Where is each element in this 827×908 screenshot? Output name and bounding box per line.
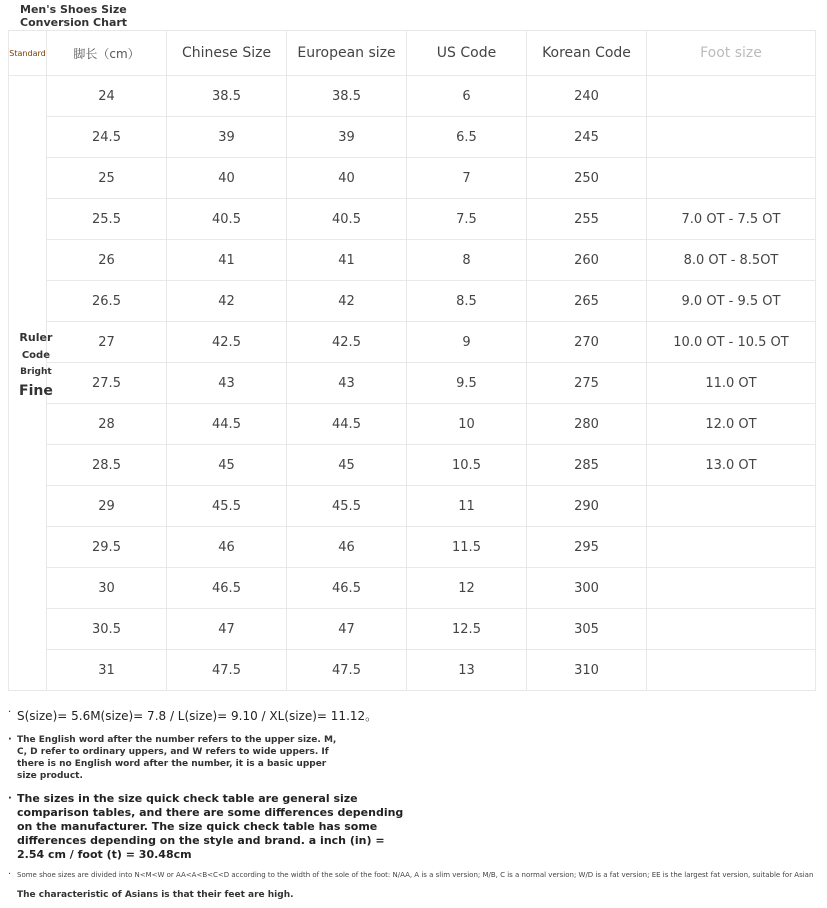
note-general-comparison bbox=[8, 792, 407, 862]
cell-european-size: 46 bbox=[287, 527, 407, 568]
header-korean-code: Korean Code bbox=[527, 31, 647, 76]
cell-european-size: 43 bbox=[287, 363, 407, 404]
bullet: · bbox=[8, 869, 12, 880]
cell-european-size: 45 bbox=[287, 445, 407, 486]
cell-chinese-size: 46.5 bbox=[167, 568, 287, 609]
cell-foot-length: 25 bbox=[47, 158, 167, 199]
cell-foot-length: 25.5 bbox=[47, 199, 167, 240]
side-word: Fine bbox=[19, 383, 53, 399]
note-text: The English word after the number refers to the upper size. M, C, D refer to ordinary uppers, and W refers to wide uppers. If there is no English word after the number, it is a basic upper size product. bbox=[17, 735, 337, 781]
cell-korean-code: 305 bbox=[527, 609, 647, 650]
bullet: · bbox=[8, 793, 12, 804]
header-foot-length: 脚长（cm） bbox=[47, 31, 167, 76]
cell-foot-length: 24.5 bbox=[47, 117, 167, 158]
cell-chinese-size: 43 bbox=[167, 363, 287, 404]
cell-foot-size bbox=[647, 117, 816, 158]
cell-foot-size: 11.0 OT bbox=[647, 363, 816, 404]
bullet: · bbox=[8, 707, 12, 718]
cell-european-size: 40.5 bbox=[287, 199, 407, 240]
table-row bbox=[9, 486, 816, 527]
note-text: Some shoe sizes are divided into N<M<W or AA<A<B<C<D according to the width of the sole of the foot: N/AA, A is a slim version; M/B, C is a normal version; W/D is a fat version; EE is the largest fat version, suitable for Asian bbox=[17, 871, 814, 879]
table-row bbox=[9, 117, 816, 158]
cell-korean-code: 240 bbox=[527, 76, 647, 117]
cell-us-code: 10 bbox=[407, 404, 527, 445]
cell-european-size: 42 bbox=[287, 281, 407, 322]
cell-foot-length: 28 bbox=[47, 404, 167, 445]
cell-european-size: 44.5 bbox=[287, 404, 407, 445]
note-width-classes bbox=[8, 870, 823, 880]
cell-us-code: 10.5 bbox=[407, 445, 527, 486]
table-row bbox=[9, 240, 816, 281]
table-row bbox=[9, 609, 816, 650]
cell-chinese-size: 47.5 bbox=[167, 650, 287, 691]
cell-foot-size: 8.0 OT - 8.5OT bbox=[647, 240, 816, 281]
cell-foot-length: 28.5 bbox=[47, 445, 167, 486]
cell-us-code: 12 bbox=[407, 568, 527, 609]
note-text: The sizes in the size quick check table are general size comparison tables, and there are some differences depending on the manufacturer. The size quick check table has some differences depending on the style and brand. a inch (in) = 2.54 cm / foot (t) = 30.48cm bbox=[17, 792, 404, 861]
cell-european-size: 46.5 bbox=[287, 568, 407, 609]
cell-foot-size bbox=[647, 650, 816, 691]
table-row bbox=[9, 404, 816, 445]
cell-us-code: 11.5 bbox=[407, 527, 527, 568]
standard-side-cell bbox=[9, 76, 53, 691]
cell-foot-size: 7.0 OT - 7.5 OT bbox=[647, 199, 816, 240]
cell-foot-size bbox=[647, 527, 816, 568]
table-row bbox=[9, 363, 816, 404]
note-size-letters bbox=[8, 707, 823, 724]
cell-us-code: 8 bbox=[407, 240, 527, 281]
cell-us-code: 7 bbox=[407, 158, 527, 199]
table-row bbox=[9, 650, 816, 691]
cell-european-size: 40 bbox=[287, 158, 407, 199]
cell-chinese-size: 39 bbox=[167, 117, 287, 158]
side-word: Bright bbox=[20, 367, 52, 377]
cell-chinese-size: 45.5 bbox=[167, 486, 287, 527]
cell-korean-code: 245 bbox=[527, 117, 647, 158]
cell-chinese-size: 46 bbox=[167, 527, 287, 568]
header-us-code: US Code bbox=[407, 31, 527, 76]
cell-us-code: 7.5 bbox=[407, 199, 527, 240]
note-text: The characteristic of Asians is that their feet are high. bbox=[17, 890, 294, 900]
cell-korean-code: 300 bbox=[527, 568, 647, 609]
cell-chinese-size: 45 bbox=[167, 445, 287, 486]
cell-foot-size: 9.0 OT - 9.5 OT bbox=[647, 281, 816, 322]
table-row bbox=[9, 199, 816, 240]
cell-foot-size: 13.0 OT bbox=[647, 445, 816, 486]
cell-european-size: 42.5 bbox=[287, 322, 407, 363]
cell-us-code: 9.5 bbox=[407, 363, 527, 404]
cell-korean-code: 310 bbox=[527, 650, 647, 691]
cell-european-size: 47.5 bbox=[287, 650, 407, 691]
cell-korean-code: 275 bbox=[527, 363, 647, 404]
cell-chinese-size: 38.5 bbox=[167, 76, 287, 117]
cell-korean-code: 270 bbox=[527, 322, 647, 363]
cell-foot-length: 27.5 bbox=[47, 363, 167, 404]
side-word: Ruler bbox=[19, 331, 53, 344]
cell-us-code: 9 bbox=[407, 322, 527, 363]
side-words bbox=[19, 331, 53, 405]
cell-us-code: 11 bbox=[407, 486, 527, 527]
table-row bbox=[9, 322, 816, 363]
cell-european-size: 41 bbox=[287, 240, 407, 281]
cell-korean-code: 280 bbox=[527, 404, 647, 445]
header-chinese-size: Chinese Size bbox=[167, 31, 287, 76]
cell-korean-code: 260 bbox=[527, 240, 647, 281]
note-asian-feet bbox=[8, 890, 823, 900]
table-row bbox=[9, 568, 816, 609]
size-chart-table bbox=[8, 30, 816, 691]
cell-foot-length: 29.5 bbox=[47, 527, 167, 568]
cell-european-size: 45.5 bbox=[287, 486, 407, 527]
chart-title: Men's Shoes Size Conversion Chart bbox=[20, 3, 128, 29]
cell-foot-length: 26 bbox=[47, 240, 167, 281]
cell-korean-code: 250 bbox=[527, 158, 647, 199]
cell-korean-code: 295 bbox=[527, 527, 647, 568]
notes-section bbox=[8, 707, 823, 900]
note-upper-size bbox=[8, 734, 347, 782]
cell-foot-size bbox=[647, 486, 816, 527]
header-standard: Standard bbox=[9, 31, 47, 76]
cell-foot-length: 30 bbox=[47, 568, 167, 609]
bullet: · bbox=[8, 734, 12, 745]
header-row bbox=[9, 31, 816, 76]
header-foot-size: Foot size bbox=[647, 31, 816, 76]
cell-foot-size: 10.0 OT - 10.5 OT bbox=[647, 322, 816, 363]
cell-chinese-size: 41 bbox=[167, 240, 287, 281]
table-row bbox=[9, 445, 816, 486]
table-row bbox=[9, 527, 816, 568]
cell-chinese-size: 47 bbox=[167, 609, 287, 650]
table-row bbox=[9, 76, 816, 117]
cell-chinese-size: 42.5 bbox=[167, 322, 287, 363]
cell-chinese-size: 42 bbox=[167, 281, 287, 322]
cell-foot-size bbox=[647, 568, 816, 609]
cell-foot-size bbox=[647, 158, 816, 199]
cell-korean-code: 265 bbox=[527, 281, 647, 322]
note-text: S(size)= 5.6M(size)= 7.8 / L(size)= 9.10 / XL(size)= 11.12。 bbox=[17, 709, 378, 723]
cell-european-size: 47 bbox=[287, 609, 407, 650]
cell-chinese-size: 40 bbox=[167, 158, 287, 199]
cell-us-code: 13 bbox=[407, 650, 527, 691]
side-word: Code bbox=[21, 350, 50, 361]
cell-foot-length: 26.5 bbox=[47, 281, 167, 322]
cell-chinese-size: 44.5 bbox=[167, 404, 287, 445]
cell-foot-size: 12.0 OT bbox=[647, 404, 816, 445]
cell-us-code: 6 bbox=[407, 76, 527, 117]
cell-foot-length: 30.5 bbox=[47, 609, 167, 650]
cell-us-code: 6.5 bbox=[407, 117, 527, 158]
cell-foot-size bbox=[647, 76, 816, 117]
table-row bbox=[9, 158, 816, 199]
cell-european-size: 39 bbox=[287, 117, 407, 158]
cell-foot-length: 24 bbox=[47, 76, 167, 117]
cell-european-size: 38.5 bbox=[287, 76, 407, 117]
cell-us-code: 8.5 bbox=[407, 281, 527, 322]
cell-foot-length: 29 bbox=[47, 486, 167, 527]
cell-korean-code: 285 bbox=[527, 445, 647, 486]
cell-us-code: 12.5 bbox=[407, 609, 527, 650]
table-row bbox=[9, 281, 816, 322]
header-european-size: European size bbox=[287, 31, 407, 76]
cell-chinese-size: 40.5 bbox=[167, 199, 287, 240]
cell-foot-length: 31 bbox=[47, 650, 167, 691]
cell-foot-size bbox=[647, 609, 816, 650]
cell-korean-code: 255 bbox=[527, 199, 647, 240]
cell-foot-length: 27 bbox=[47, 322, 167, 363]
cell-korean-code: 290 bbox=[527, 486, 647, 527]
